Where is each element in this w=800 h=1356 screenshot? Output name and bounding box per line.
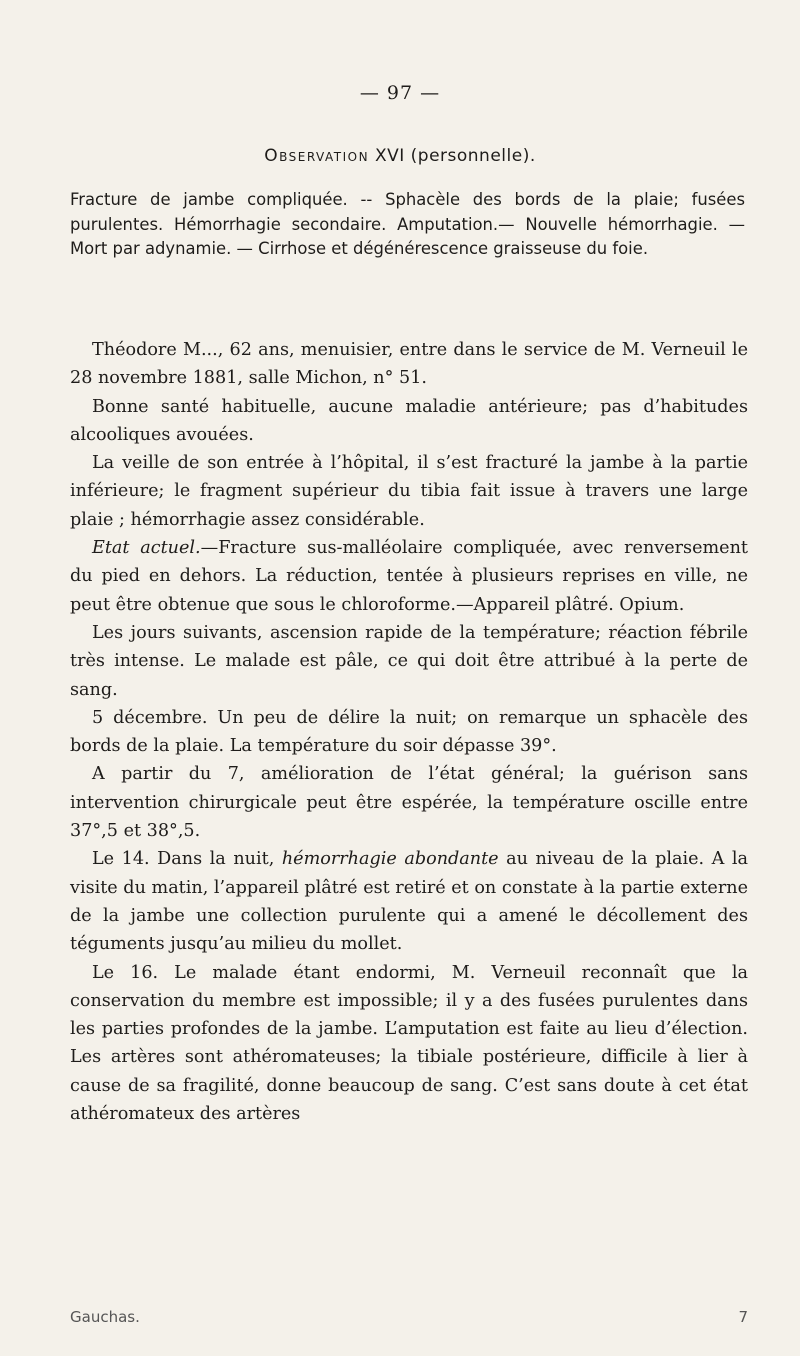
paragraph: A partir du 7, amélioration de l’état général; la guérison sans intervention chirurgicale peut être espérée, la température oscille entre 37°,5 et 38°,5.: [70, 764, 748, 842]
observation-title: [0, 146, 800, 166]
observation-body: [70, 336, 748, 1128]
paragraph: Les jours suivants, ascension rapide de la température; réaction fébrile très intense. Le malade est pâle, ce qui doit être attribué à la perte de sang.: [70, 622, 748, 700]
observation-qualifier: (personnelle).: [410, 146, 536, 166]
observation-summary: Fracture de jambe compliquée. -- Sphacèle des bords de la plaie; fusées purulentes. Hémorrhagie secondaire. Amputation.— Nouvelle hémorrhagie. — Mort par adynamie. — Cirrhose et dégénérescence graisseuse du foie.: [70, 190, 745, 259]
footer-author: Gauchas.: [70, 1308, 140, 1326]
paragraph: Théodore M..., 62 ans, menuisier, entre dans le service de M. Verneuil le 28 novembre 1881, salle Michon, n° 51.: [70, 340, 748, 389]
paragraph: Bonne santé habituelle, aucune maladie antérieure; pas d’habitudes alcooliques avouées.: [70, 396, 748, 445]
page-footer: [70, 1308, 748, 1326]
emphasis-italic: hémorrhagie abondante: [281, 849, 499, 870]
observation-number: XVI: [374, 146, 405, 166]
footer-signature: 7: [738, 1308, 748, 1326]
paragraph: Etat actuel.—Fracture sus-malléolaire compliquée, avec renversement du pied en dehors. La réduction, tentée à plusieurs reprises en ville, ne peut être obtenue que sous le chloroforme.—Appareil plâtré. Opium.: [70, 538, 748, 615]
paragraph: Le 16. Le malade étant endormi, M. Verneuil reconnaît que la conservation du membre est impossible; il y a des fusées purulentes dans les parties profondes de la jambe. L’amputation est faite au lieu d’élection. Les artères sont athéromateuses; la tibiale postérieure, difficile à lier à cause de sa fragilité, donne beaucoup de sang. C’est sans doute à cet état athéromateux des artères: [70, 962, 748, 1125]
page-number: — 97 —: [359, 82, 441, 104]
paragraph: La veille de son entrée à l’hôpital, il s’est fracturé la jambe à la partie inférieure; le fragment supérieur du tibia fait issue à travers une large plaie ; hémorrhagie assez considérable.: [70, 453, 748, 530]
observation-label: Observation: [264, 146, 370, 166]
section-heading-italic: Etat actuel.: [92, 538, 201, 559]
paragraph: 5 décembre. Un peu de délire la nuit; on remarque un sphacèle des bords de la plaie. La température du soir dépasse 39°.: [70, 707, 748, 757]
paragraph: Le 14. Dans la nuit, hémorrhagie abondante au niveau de la plaie. A la visite du matin, l’appareil plâtré est retiré et on constate à la partie externe de la jambe une collection purulente qui a amené le décollement des téguments jusqu’au milieu du mollet.: [70, 849, 748, 955]
